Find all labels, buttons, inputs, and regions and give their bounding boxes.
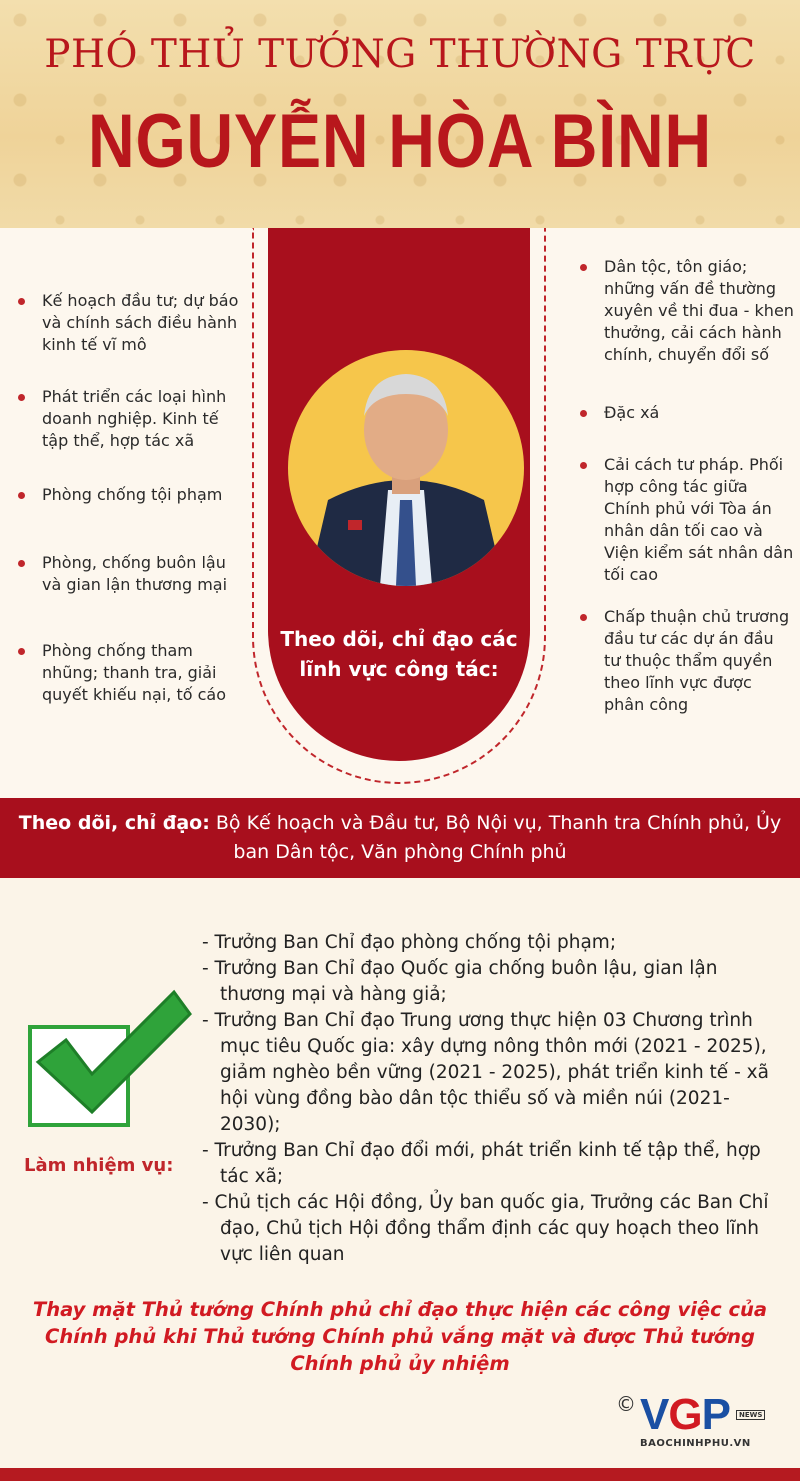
right-item: Chấp thuận chủ trương đầu tư các dự án đầu tư thuộc thẩm quyền theo lĩnh vực được phân công [578, 606, 794, 716]
portrait-image [288, 350, 524, 586]
logo-letter: P [701, 1390, 730, 1439]
duty-item: - Trưởng Ban Chỉ đạo phòng chống tội phạm; [202, 932, 617, 953]
title-position: PHÓ THỦ TƯỚNG THƯỜNG TRỰC [44, 32, 756, 77]
logo-letter: G [668, 1390, 702, 1439]
duty-item: - Trưởng Ban Chỉ đạo Trung ương thực hiện 03 Chương trình mục tiêu Quốc gia: xây dựng nông thôn mới (2021 - 2025), giảm nghèo bền vững (2021 - 2025), phát triển kinh tế - xã hội vùng đồng bào dân tộc thiểu số và miền núi (2021-2030); [202, 1010, 769, 1135]
duty-label: Làm nhiệm vụ: [24, 1155, 174, 1176]
left-item: Phát triển các loại hình doanh nghiệp. Kinh tế tập thể, hợp tác xã [16, 386, 248, 452]
right-item: Đặc xá [578, 402, 794, 424]
left-item: Kế hoạch đầu tư; dự báo và chính sách điều hành kinh tế vĩ mô [16, 290, 248, 356]
logo-site: BAOCHINHPHU.VN [640, 1438, 751, 1449]
portrait-circle [288, 350, 524, 586]
copyright-symbol: © [616, 1392, 636, 1416]
check-icon [26, 984, 196, 1124]
right-item: Dân tộc, tôn giáo; những vấn đề thường xuyên về thi đua - khen thưởng, cải cách hành chính, chuyển đổi số [578, 256, 794, 366]
title-name: NGUYỄN HÒA BÌNH [87, 99, 713, 184]
band-text: Bộ Kế hoạch và Đầu tư, Bộ Nội vụ, Thanh tra Chính phủ, Ủy ban Dân tộc, Văn phòng Chính phủ [209, 812, 782, 863]
vgp-logo [640, 1390, 730, 1440]
duty-item: - Trưởng Ban Chỉ đạo đổi mới, phát triển kinh tế tập thể, hợp tác xã; [202, 1140, 761, 1187]
left-item: Phòng chống tham nhũng; thanh tra, giải quyết khiếu nại, tố cáo [16, 640, 248, 706]
left-item: Phòng, chống buôn lậu và gian lận thương mại [16, 552, 248, 596]
bottom-bar [0, 1468, 800, 1481]
pill-caption: Theo dõi, chỉ đạo các lĩnh vực công tác: [280, 627, 518, 681]
oversight-band [0, 798, 800, 878]
right-item: Cải cách tư pháp. Phối hợp công tác giữa Chính phủ với Tòa án nhân dân tối cao và Viện kiểm sát nhân dân tối cao [578, 454, 794, 586]
footer-note: Thay mặt Thủ tướng Chính phủ chỉ đạo thực hiện các công việc của Chính phủ khi Thủ tướng Chính phủ vắng mặt và được Thủ tướng Chính phủ ủy nhiệm [32, 1298, 768, 1375]
duty-item: - Chủ tịch các Hội đồng, Ủy ban quốc gia, Trưởng các Ban Chỉ đạo, Chủ tịch Hội đồng thẩm định các quy hoạch theo lĩnh vực liên quan [202, 1192, 769, 1265]
left-item: Phòng chống tội phạm [16, 484, 248, 506]
band-label: Theo dõi, chỉ đạo: [18, 812, 210, 834]
duty-list [202, 930, 782, 1268]
duty-item: - Trưởng Ban Chỉ đạo Quốc gia chống buôn lậu, gian lận thương mại và hàng giả; [202, 958, 718, 1005]
logo-letter: V [640, 1390, 669, 1439]
news-badge: NEWS [736, 1410, 765, 1420]
